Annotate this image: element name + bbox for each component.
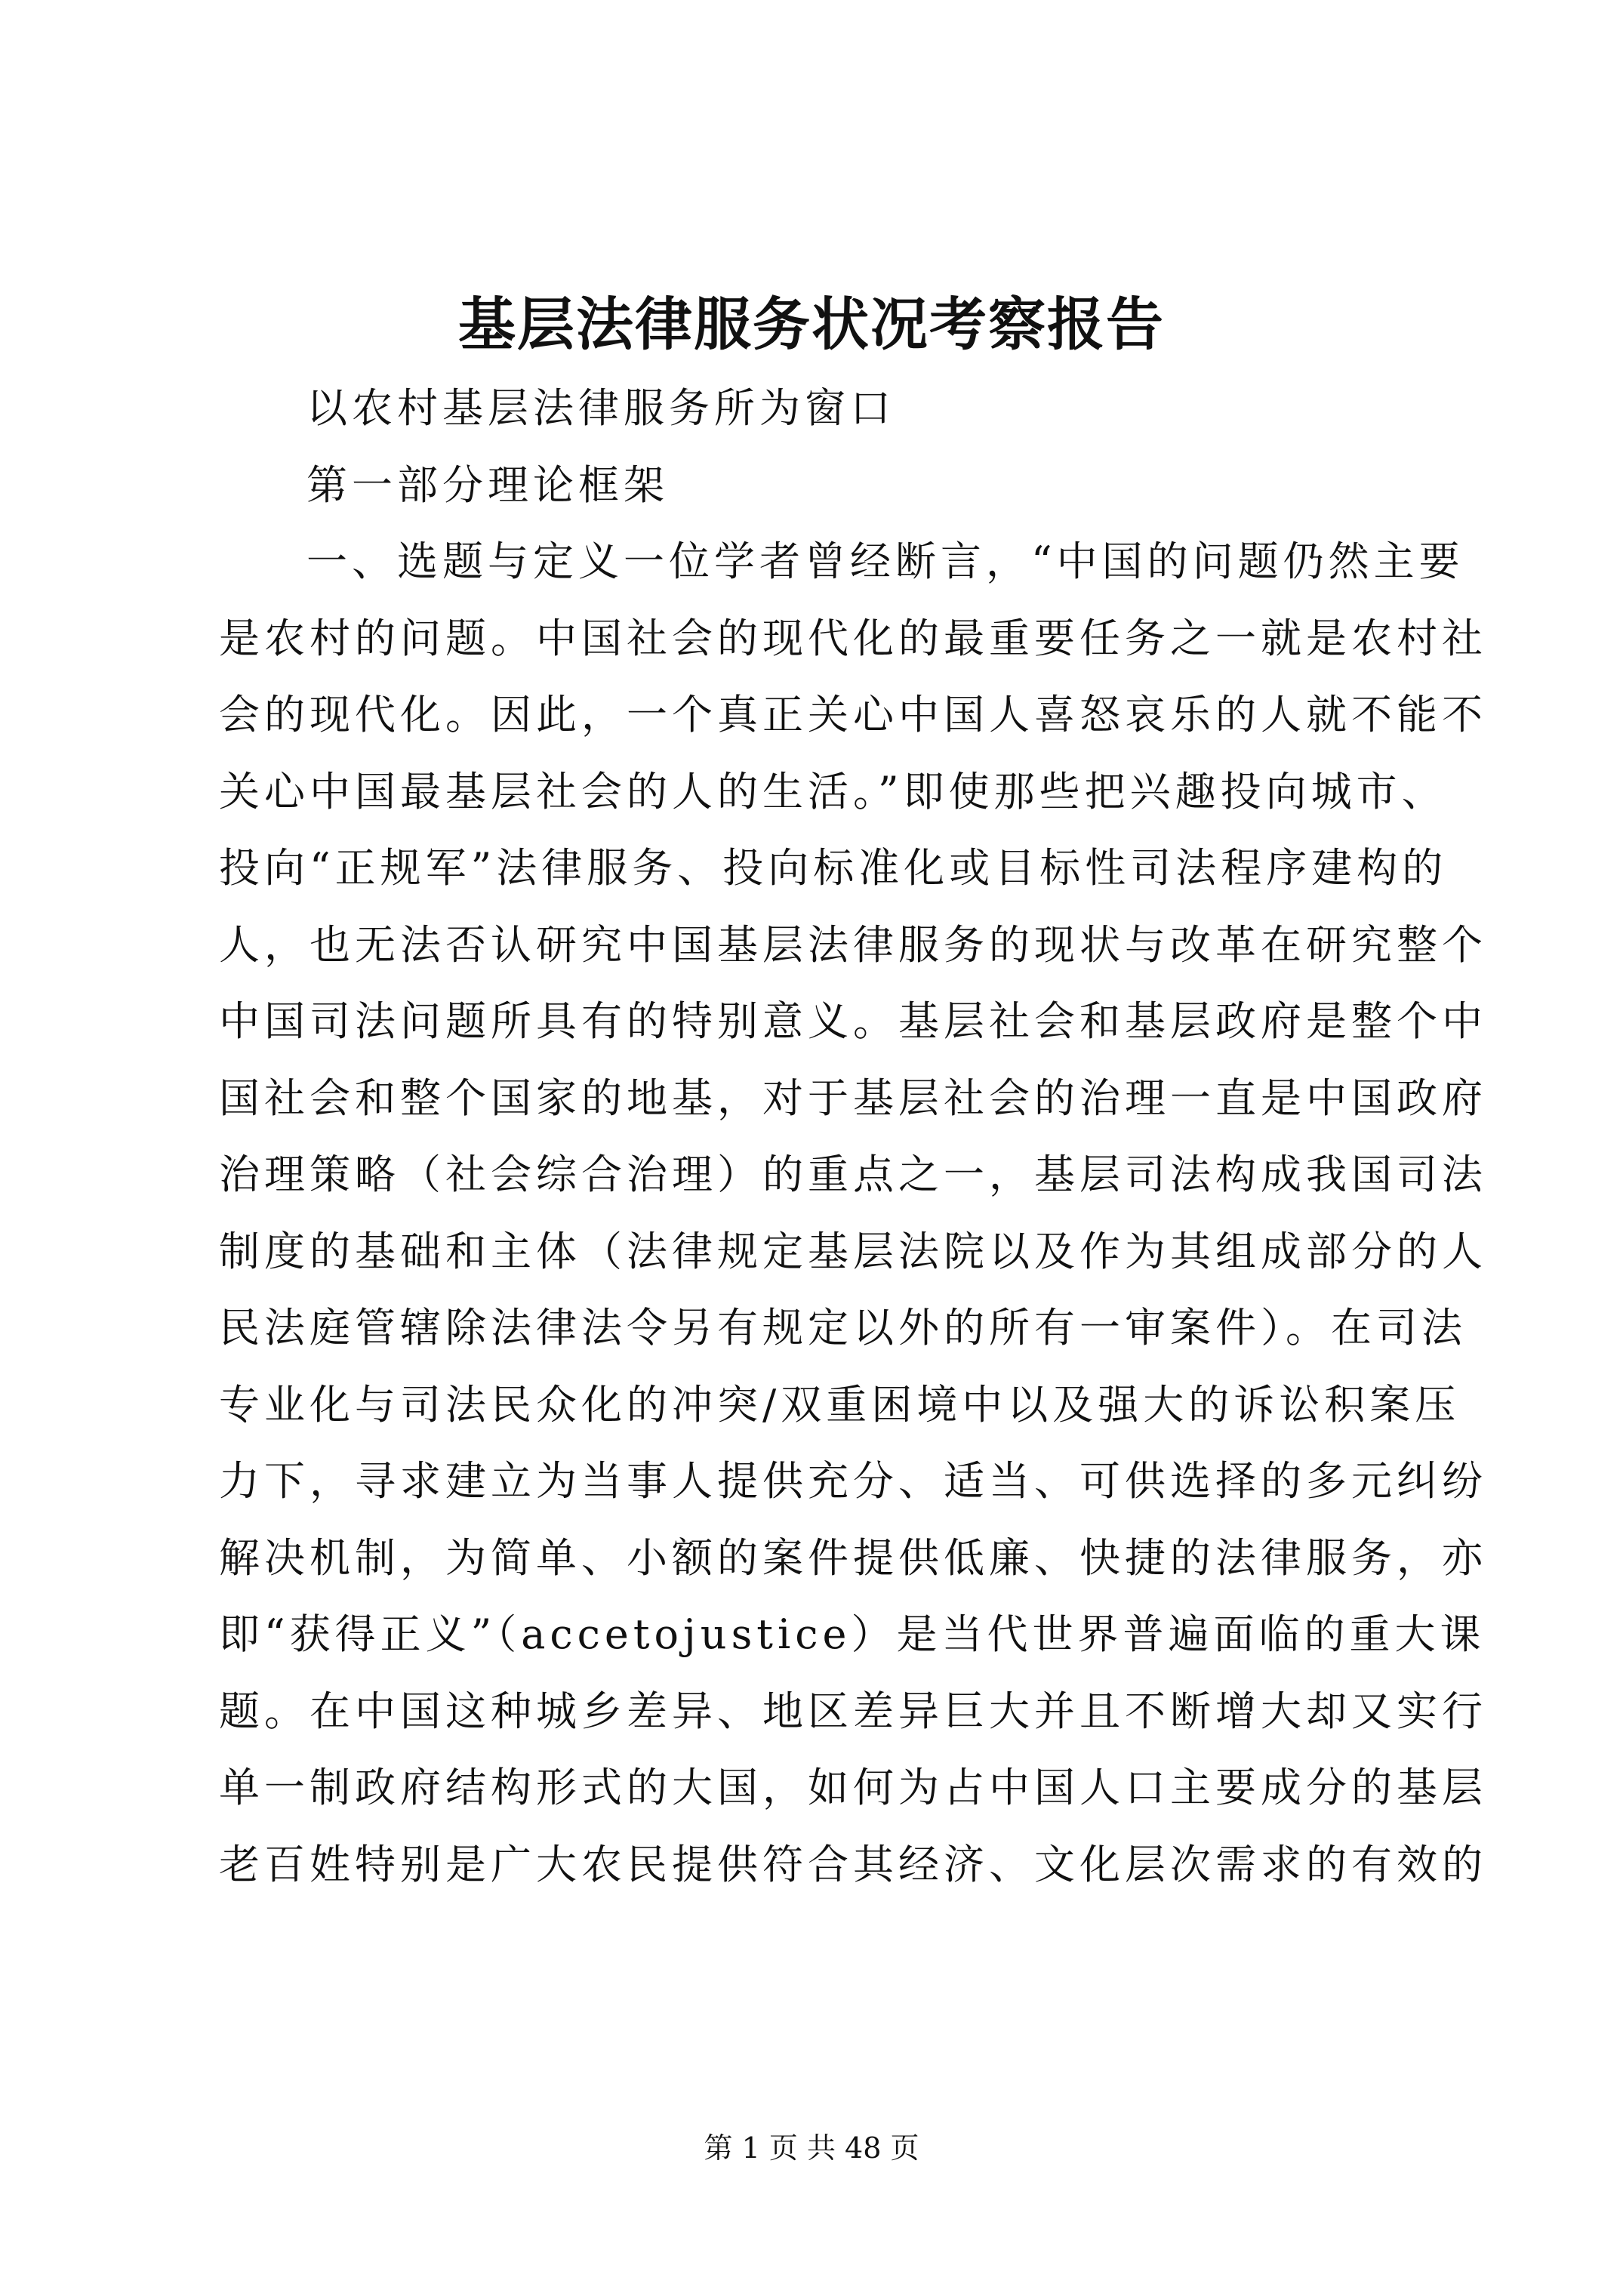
page-number: 第 1 页 共 48 页 — [704, 2131, 919, 2165]
subtitle-line: 以农村基层法律服务所为窗口 — [306, 384, 895, 432]
paragraph-line: 会的现代化。因此，一个真正关心中国人喜怒哀乐的人就不能不 — [219, 691, 1487, 738]
paragraph-line: 一、选题与定义一位学者曾经断言，“中国的问题仍然主要 — [306, 538, 1464, 585]
paragraph-line: 投向“正规军”法律服务、投向标准化或目标性司法程序建构的 — [219, 844, 1448, 892]
paragraph-line: 人，也无法否认研究中国基层法律服务的现状与改革在研究整个 — [219, 920, 1487, 969]
paragraph-line: 老百姓特别是广大农民提供符合其经济、文化层次需求的有效的 — [219, 1840, 1487, 1888]
paragraph-line: 国社会和整个国家的地基，对于基层社会的治理一直是中国政府 — [219, 1074, 1487, 1122]
paragraph-line: 力下，寻求建立为当事人提供充分、适当、可供选择的多元纠纷 — [219, 1457, 1487, 1505]
paragraph-line: 中国司法问题所具有的特别意义。基层社会和基层政府是整个中 — [219, 997, 1487, 1045]
paragraph-line: 是农村的问题。中国社会的现代化的最重要任务之一就是农村社 — [219, 614, 1487, 662]
paragraph-line: 解决机制，为简单、小额的案件提供低廉、快捷的法律服务，亦 — [219, 1533, 1487, 1582]
paragraph-line: 专业化与司法民众化的冲突/双重困境中以及强大的诉讼积案压 — [219, 1380, 1461, 1428]
section-heading: 第一部分理论框架 — [306, 461, 669, 509]
paragraph-line: 即“获得正义”（accetojustice）是当代世界普遍面临的重大课 — [219, 1610, 1486, 1658]
paragraph-line: 题。在中国这种城乡差异、地区差异巨大并且不断增大却又实行 — [219, 1687, 1487, 1735]
document-title: 基层法律服务状况考察报告 — [458, 291, 1165, 358]
document-body — [219, 370, 1487, 1903]
paragraph-line: 关心中国最基层社会的人的生活。”即使那些把兴趣投向城市、 — [219, 767, 1447, 815]
paragraph-line: 制度的基础和主体（法律规定基层法院以及作为其组成部分的人 — [219, 1227, 1487, 1275]
paragraph-line: 治理策略（社会综合治理）的重点之一，基层司法构成我国司法 — [219, 1151, 1487, 1198]
paragraph-line: 单一制政府结构形式的大国，如何为占中国人口主要成分的基层 — [219, 1764, 1487, 1811]
paragraph-line: 民法庭管辖除法律法令另有规定以外的所有一审案件）。在司法 — [219, 1304, 1467, 1351]
